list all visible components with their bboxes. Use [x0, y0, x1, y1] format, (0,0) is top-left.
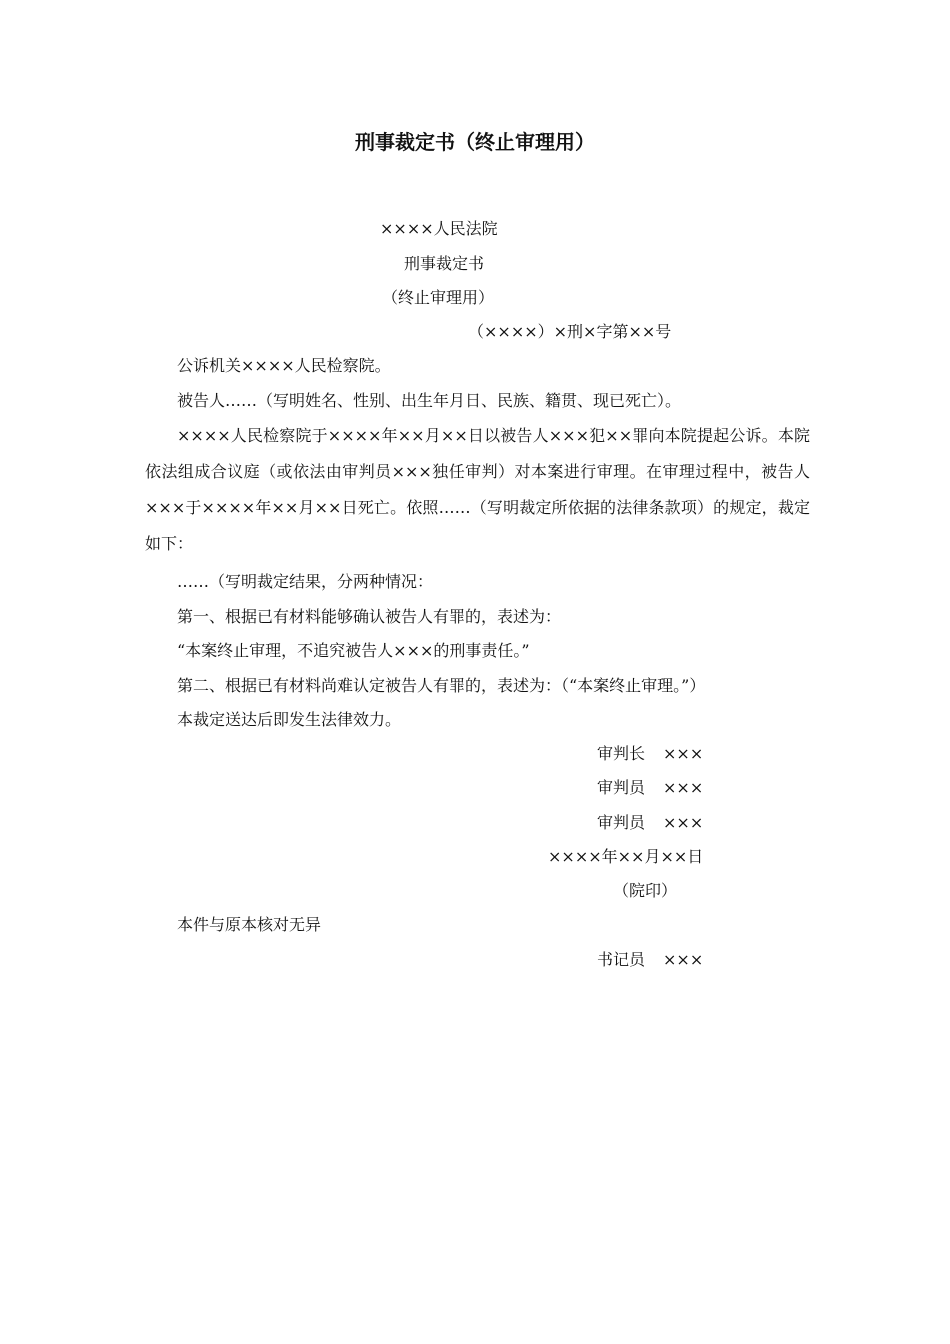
presiding-judge-signature: [597, 743, 703, 765]
document-type: 刑事裁定书: [404, 254, 485, 273]
prosecutor-line: 公诉机关××××人民检察院。: [177, 356, 391, 375]
judge-two-signature: [597, 812, 703, 834]
judge-one-name: ×××: [663, 778, 704, 797]
case-number: （××××）×刑×字第××号: [468, 322, 672, 341]
court-seal: （院印）: [613, 881, 678, 900]
facts-paragraph: ××××人民检察院于××××年××月××日以被告人×××犯××罪向本院提起公诉。本院依法组成合议庭（或依法由审判员×××独任审判）对本案进行审理。在审理过程中，被告人×××于××××年××月××日死亡。依照……（写明裁定所依据的法律条款项）的规定，裁定如下：: [145, 426, 810, 553]
verification-note: 本件与原本核对无异: [177, 915, 322, 934]
document-subtype: （终止审理用）: [382, 288, 495, 307]
judge-one-signature: [597, 777, 703, 799]
clerk-name: ×××: [663, 950, 704, 969]
clerk-label: 书记员: [597, 950, 646, 969]
judge-one-label: 审判员: [597, 778, 646, 797]
ruling-date: ××××年××月××日: [548, 847, 704, 866]
ruling-intro: ……（写明裁定结果，分两种情况：: [177, 572, 434, 591]
court-name: ××××人民法院: [380, 219, 498, 238]
case-one-text: “本案终止审理，不追究被告人×××的刑事责任。”: [177, 641, 530, 660]
judge-two-label: 审判员: [597, 813, 646, 832]
document-title: 刑事裁定书（终止审理用）: [355, 130, 595, 154]
defendant-line: 被告人……（写明姓名、性别、出生年月日、民族、籍贯、现已死亡）。: [177, 391, 682, 410]
legal-effect: 本裁定送达后即发生法律效力。: [177, 710, 402, 729]
case-one-heading: 第一、根据已有材料能够确认被告人有罪的，表述为：: [177, 607, 562, 626]
presiding-judge-name: ×××: [663, 744, 704, 763]
judge-two-name: ×××: [663, 813, 704, 832]
case-two-heading: 第二、根据已有材料尚难认定被告人有罪的，表述为：（“本案终止审理。”）: [177, 676, 706, 695]
clerk-signature: [597, 949, 703, 971]
presiding-judge-label: 审判长: [597, 744, 646, 763]
